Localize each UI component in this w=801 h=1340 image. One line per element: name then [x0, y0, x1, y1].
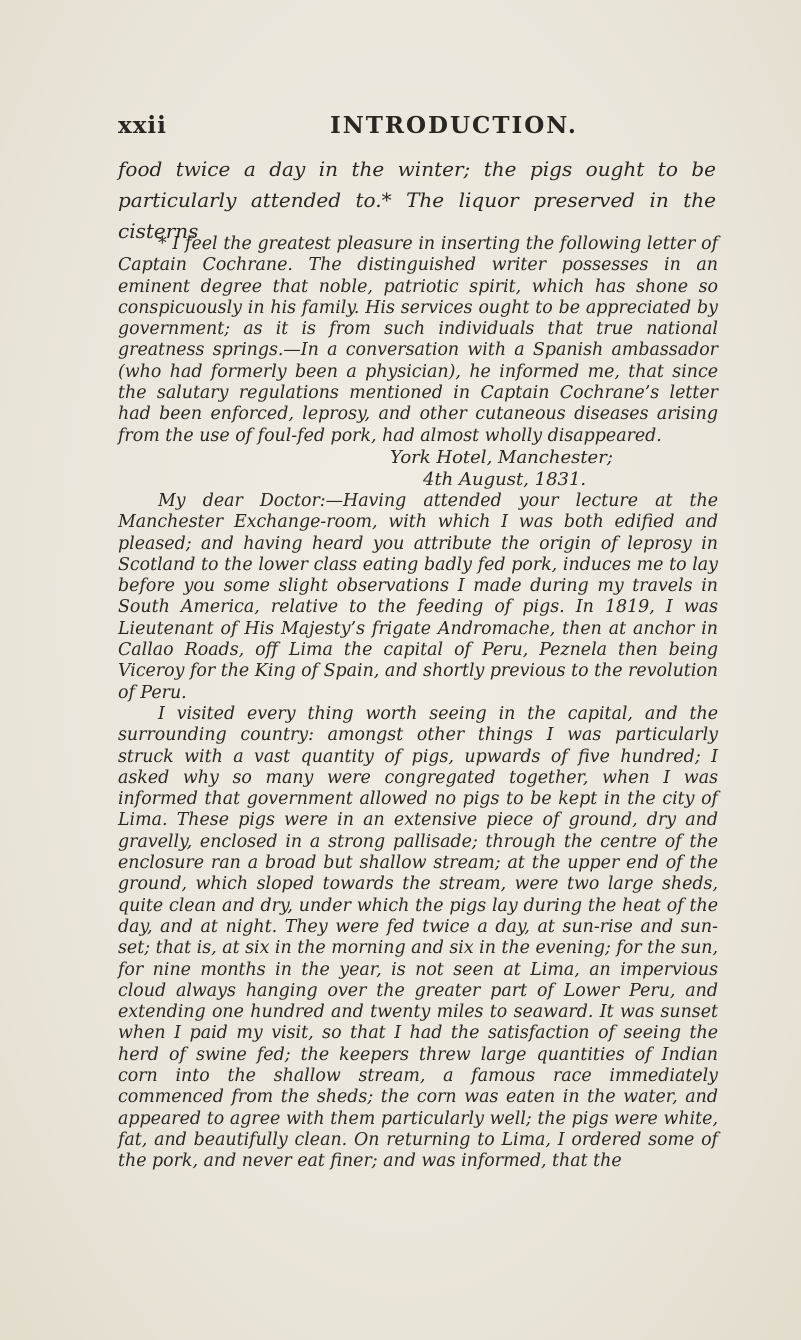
- page-number: xxii: [118, 112, 167, 139]
- running-title: INTRODUCTION.: [330, 112, 578, 139]
- page-header: [118, 112, 718, 144]
- body-text: food twice a day in the winter; the pigs ought to be particularly attended to.* The liquor preserved in the cisterns: [118, 157, 716, 243]
- letter-paragraph-2: I visited every thing worth seeing in the capital, and the surrounding country: amongst other things I was particularly struck with a vast quantity of pigs, upwards of five hundred; I asked why so many were congregated together, when I was informed that government allowed no pigs to be kept in the city of Lima. These pigs were in an extensive piece of ground, dry and gravelly, enclosed in a strong pallisade; through the centre of the enclosure ran a broad but shallow stream; at the upper end of the ground, which sloped towards the stream, were two large sheds, quite clean and dry, under which the pigs lay during the heat of the day, and at night. They were fed twice a day, at sun-rise and sun-set; that is, at six in the morning and six in the evening; for the sun, for nine months in the year, is not seen at Lima, an impervious cloud always hanging over the greater part of Lower Peru, and extending one hundred and twenty miles to seaward. It was sunset when I paid my visit, so that I had the satisfaction of seeing the herd of swine fed; the keepers threw large quantities of Indian corn into the shallow stream, a famous race immediately commenced from the sheds; the corn was eaten in the water, and appeared to agree with them particularly well; the pigs were white, fat, and beautifully clean. On returning to Lima, I ordered some of the pork, and never eat finer; and was informed, that the: [118, 703, 718, 1172]
- footnote-intro: * I feel the greatest pleasure in inserting the following letter of Captain Cochrane. The distinguished writer possesses in an eminent degree that noble, patriotic spirit, which has shone so conspicuously in his family. His services ought to be appreciated by government; as it is from such individuals that true national greatness springs.—In a conversation with a Spanish ambassador (who had formerly been a physician), he informed me, that since the salutary regulations mentioned in Captain Cochrane’s letter had been enforced, leprosy, and other cutaneous diseases arising from the use of foul-fed pork, had almost wholly disappeared.: [118, 234, 718, 446]
- letter-date: 4th August, 1831.: [423, 468, 587, 490]
- letter-address: York Hotel, Manchester;: [390, 446, 613, 468]
- letter-paragraph-1: My dear Doctor:—Having attended your lecture at the Manchester Exchange-room, with which I was both edified and pleased; and having heard you attribute the origin of leprosy in Scotland to the lower class eating badly fed pork, induces me to lay before you some slight observations I made during my travels in South America, relative to the feeding of pigs. In 1819, I was Lieutenant of His Majesty’s frigate Andromache, then at anchor in Callao Roads, off Lima the capital of Peru, Peznela then being Viceroy for the King of Spain, and shortly previous to the revolution of Peru.: [118, 490, 718, 703]
- footnote: [118, 234, 718, 1172]
